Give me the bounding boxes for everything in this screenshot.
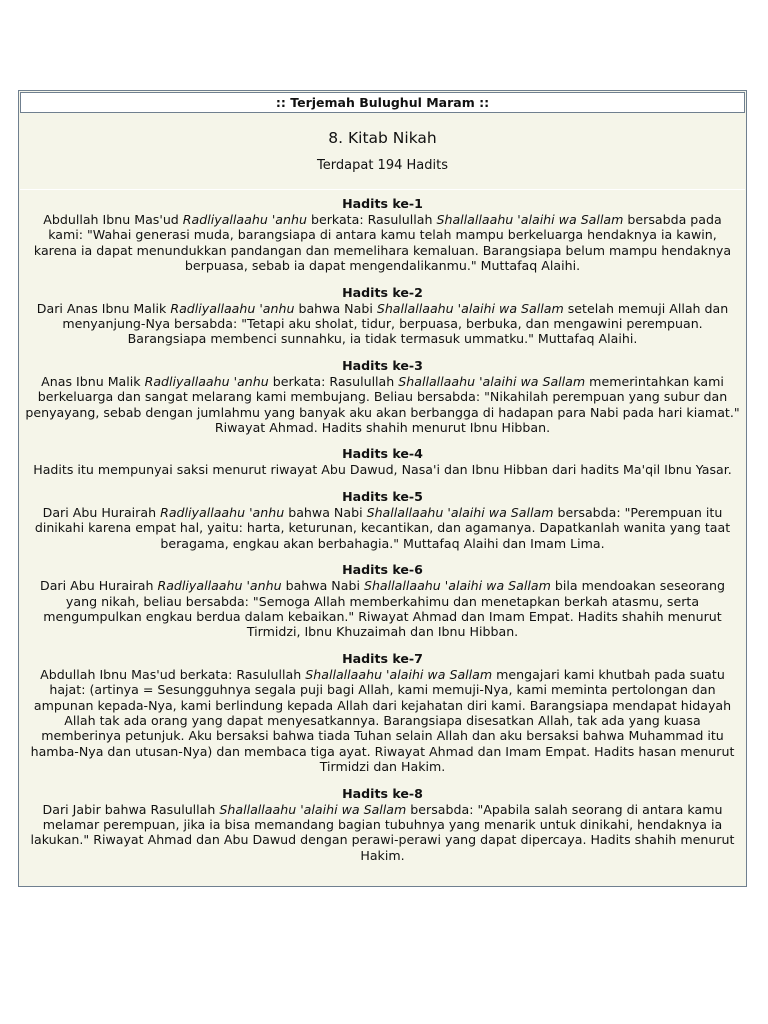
hadith-text-segment: mengajari kami khutbah pada suatu hajat: (artinya = Sesungguhnya segala puji bagi Allah, kami memuji-Nya, kami meminta pertolongan dan ampunan kepada-Nya, kami berlindung kepada Allah dari kejahatan diri kami. Barangsiapa mendapat hidayah Allah tak ada orang yang dapat menyesatkannya. Barangsiapa disesatkan Allah, tak ada yang kuasa memberinya petunjuk. Aku bersaksi bahwa tiada Tuhan selain Allah dan aku bersaksi bahwa Muhammad itu hamba-Nya dan utusan-Nya) dan membaca tiga ayat. Riwayat Ahmad dan Imam Empat. Hadits hasan menurut Tirmidzi dan Hakim. [30, 666, 735, 775]
hadith-title: Hadits ke-8 [342, 785, 423, 801]
honorific-text: Shallallaahu 'alaihi wa Sallam [363, 578, 551, 594]
hadith-text [25, 667, 740, 775]
hadith-list [19, 190, 746, 863]
hadith-title: Hadits ke-7 [342, 650, 423, 666]
hadith-text-segment: berkata: Rasulullah [268, 373, 399, 389]
hadith-title: Hadits ke-5 [342, 488, 423, 504]
hadith-text [25, 802, 740, 864]
hadith-text-segment: Dari Abu Hurairah [42, 504, 161, 520]
honorific-text: Shallallaahu 'alaihi wa Sallam [366, 504, 554, 520]
hadith-text-segment: setelah memuji Allah dan menyanjung-Nya bersabda: "Tetapi aku sholat, tidur, berpuasa, berbuka, dan mengawini perempuan. Barangsiapa membenci sunnahku, ia tidak termasuk ummatku." Muttafaq Alaihi. [62, 300, 729, 347]
honorific-text: Radliyallaahu 'anhu [170, 300, 295, 316]
hadith-text-segment: Dari Jabir bahwa Rasulullah [42, 801, 220, 817]
hadith-text-segment: Abdullah Ibnu Mas'ud berkata: Rasulullah [40, 666, 306, 682]
honorific-text: Radliyallaahu 'anhu [160, 504, 285, 520]
hadith-text-segment: memerintahkan kami berkeluarga dan sangat melarang kami membujang. Beliau bersabda: "Nikahilah perempuan yang subur dan penyayang, sebab dengan jumlahmu yang banyak aku akan berbangga di hadapan para Nabi pada hari kiamat." Riwayat Ahmad. Hadits shahih menurut Ibnu Hibban. [25, 373, 740, 436]
honorific-text: Shallallaahu 'alaihi wa Sallam [219, 801, 407, 817]
hadith-text-segment: bersabda pada kami: "Wahai generasi muda, barangsiapa di antara kamu telah mampu berkeluarga hendaknya ia kawin, karena ia dapat menundukkan pandangan dan memelihara kemaluan. Barangsiapa belum mampu hendaknya berpuasa, sebab ia dapat mengendalikanmu." Muttafaq Alaihi. [33, 212, 732, 274]
hadith-title: Hadits ke-6 [342, 562, 423, 578]
hadith-text [25, 505, 740, 551]
honorific-text: Shallallaahu 'alaihi wa Sallam [376, 300, 564, 316]
content-frame [18, 90, 747, 887]
honorific-text: Shallallaahu 'alaihi wa Sallam [305, 666, 493, 682]
hadith-text-segment: Abdullah Ibnu Mas'ud [43, 212, 183, 227]
hadith-text-segment: Dari Anas Ibnu Malik [36, 300, 171, 316]
hadith-item [25, 786, 740, 864]
hadith-text-segment: bersabda: "Apabila salah seorang di antara kamu melamar perempuan, jika ia bisa memandang bagian tubuhnya yang menarik untuk dinikahi, hendaknya ia lakukan." Riwayat Ahmad dan Abu Dawud dengan perawi-perawi yang dapat dipercaya. Hadits shahih menurut Hakim. [30, 801, 735, 863]
hadith-text-segment: bila mendoakan seseorang yang nikah, beliau bersabda: "Semoga Allah memberkahimu dan menetapkan berkah atasmu, serta mengumpulkan engkau berdua dalam kebaikan." Riwayat Ahmad dan Imam Empat. Hadits shahih menurut Tirmidzi, Ibnu Khuzaimah dan Ibnu Hibban. [43, 578, 725, 640]
hadith-text-segment: bahwa Nabi [294, 300, 377, 316]
honorific-text: Radliyallaahu 'anhu [182, 212, 307, 227]
hadith-text [25, 301, 740, 347]
chapter-title: 8. Kitab Nikah [328, 129, 437, 147]
hadith-item [25, 196, 740, 274]
hadith-title: Hadits ke-2 [342, 284, 423, 300]
hadith-title: Hadits ke-1 [342, 196, 423, 211]
hadith-title: Hadits ke-3 [342, 357, 423, 373]
hadith-text [25, 462, 740, 477]
page-header: :: Terjemah Bulughul Maram :: [20, 92, 745, 113]
hadith-item [25, 285, 740, 347]
hadith-text [25, 374, 740, 436]
hadith-item [25, 358, 740, 436]
hadith-item [25, 651, 740, 775]
honorific-text: Radliyallaahu 'anhu [157, 578, 282, 594]
hadith-text [25, 578, 740, 640]
hadith-text-segment: Dari Abu Hurairah [40, 578, 158, 594]
honorific-text: Shallallaahu 'alaihi wa Sallam [398, 373, 586, 389]
hadith-item [25, 562, 740, 640]
hadith-text-segment: bersabda: "Perempuan itu dinikahi karena empat hal, yaitu: harta, keturunan, kecantikan, dan agamanya. Dapatkanlah wanita yang taat beragama, engkau akan berbahagia." Muttafaq Alaihi dan Imam Lima. [34, 504, 731, 551]
honorific-text: Shallallaahu 'alaihi wa Sallam [436, 212, 624, 227]
honorific-text: Radliyallaahu 'anhu [144, 373, 269, 389]
hadith-text-segment: bahwa Nabi [284, 504, 367, 520]
hadith-text-segment: berkata: Rasulullah [306, 212, 437, 227]
hadith-count: Terdapat 194 Hadits [317, 158, 448, 173]
hadith-title: Hadits ke-4 [342, 446, 423, 462]
hadith-text-segment: Hadits itu mempunyai saksi menurut riwayat Abu Dawud, Nasa'i dan Ibnu Hibban dari hadits Ma'qil Ibnu Yasar. [33, 462, 732, 478]
hadith-text [25, 212, 740, 274]
hadith-item [25, 446, 740, 477]
hadith-text-segment: Anas Ibnu Malik [41, 373, 145, 389]
hadith-item [25, 489, 740, 551]
hadith-text-segment: bahwa Nabi [281, 578, 364, 594]
